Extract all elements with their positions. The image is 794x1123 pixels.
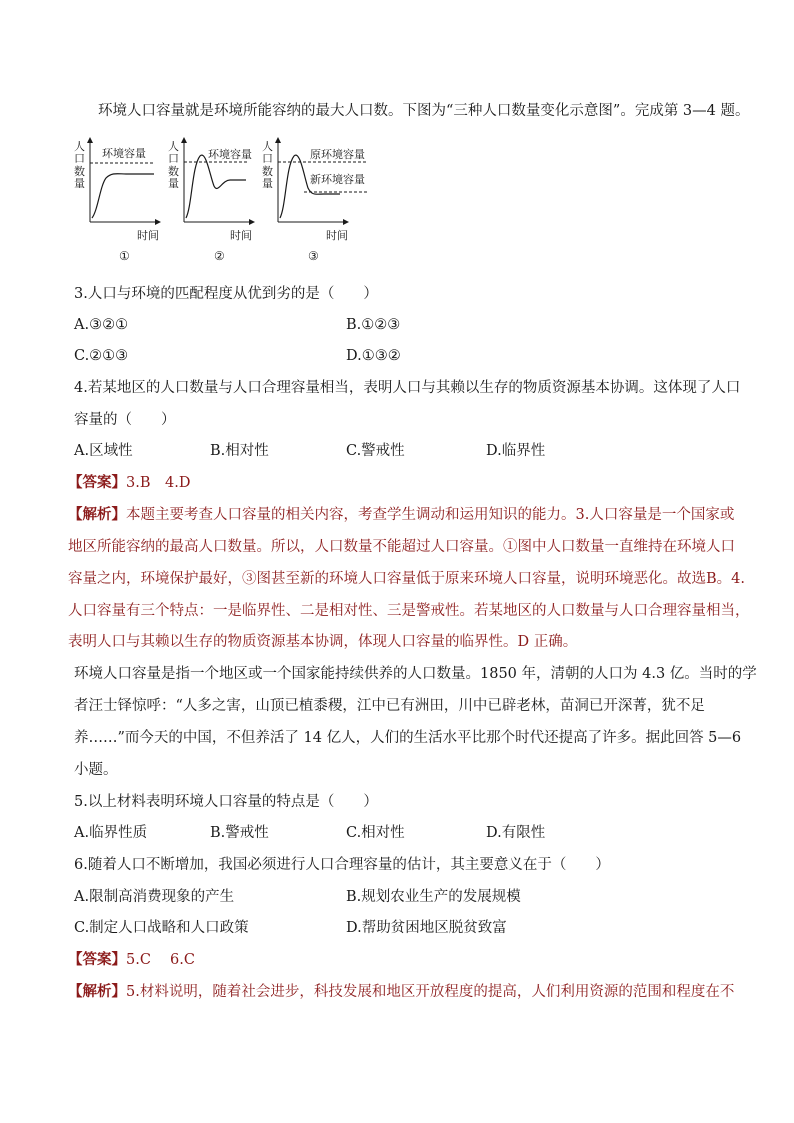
- question-6-option-d: D.帮助贫困地区脱贫致富: [346, 920, 507, 936]
- chart-3-y-label-1: 人: [262, 140, 273, 153]
- question-4-option-b: B.相对性: [210, 443, 269, 459]
- chart-1-y-label-2: 口: [74, 152, 85, 165]
- question-5-option-d: D.有限性: [486, 825, 546, 841]
- chart-3-y-label-4: 量: [262, 177, 273, 190]
- population-change-figure: [74, 136, 384, 266]
- question-6-option-c: C.制定人口战略和人口政策: [74, 920, 249, 936]
- chart-3-original-capacity-label: 原环境容量: [310, 148, 365, 161]
- chart-2-id: ②: [214, 249, 225, 263]
- question-5-option-c: C.相对性: [346, 825, 405, 841]
- question-4-option-c: C.警戒性: [346, 443, 405, 459]
- question-4-option-d: D.临界性: [486, 443, 546, 459]
- answer-block-1: [68, 473, 190, 493]
- passage-2-line-3: 养……”而今天的中国，不但养活了 14 亿人，人们的生活水平比那个时代还提高了许多。据此回答 5—6: [74, 730, 742, 746]
- answer-text: 3.B 4.D: [126, 475, 191, 491]
- chart-1-curve: [92, 174, 154, 218]
- answer-text: 5.C 6.C: [126, 952, 195, 968]
- analysis-line: 5.材料说明，随着社会进步，科技发展和地区开放程度的提高，人们利用资源的范围和程度在不: [126, 984, 735, 1000]
- answer-tag: 【答案】: [68, 474, 126, 491]
- question-4-option-a: A.区域性: [74, 443, 133, 459]
- chart-1-y-label-1: 人: [74, 140, 85, 153]
- analysis-block-1-line-4: 人口容量有三个特点：一是临界性、二是相对性、三是警戒性。若某地区的人口数量与人口合理容量相当，: [68, 603, 750, 619]
- answer-block-2: [68, 950, 195, 970]
- analysis-line: 本题主要考查人口容量的相关内容，考查学生调动和运用知识的能力。3.人口容量是一个国家或: [126, 507, 735, 523]
- chart-2-y-label-1: 人: [168, 140, 179, 153]
- chart-1-x-label: 时间: [137, 229, 159, 242]
- chart-1-y-label-3: 数: [74, 165, 85, 178]
- chart-2-y-label-3: 数: [168, 165, 179, 178]
- question-3-option-c: C.②①③: [74, 348, 129, 364]
- chart-3: [262, 140, 368, 263]
- passage-2-line-2: 者汪士铎惊呼：“人多之害，山顶已植黍稷，江中已有洲田，川中已辟老林，苗洞已开深菁，犹不足: [74, 698, 705, 714]
- chart-3-y-label-3: 数: [262, 165, 273, 178]
- chart-3-new-capacity-label: 新环境容量: [310, 173, 365, 186]
- question-6-option-a: A.限制高消费现象的产生: [74, 889, 235, 905]
- analysis-tag: 【解析】: [68, 983, 126, 1000]
- chart-2-capacity-label: 环境容量: [208, 148, 252, 161]
- question-4-stem-line-2: 容量的（ ）: [74, 412, 176, 428]
- analysis-block-1-line-2: 地区所能容纳的最高人口数量。所以，人口数量不能超过人口容量。①图中人口数量一直维持在环境人口: [68, 539, 735, 555]
- question-3-option-a: A.③②①: [74, 317, 129, 333]
- question-5-option-a: A.临界性质: [74, 825, 148, 841]
- question-5-stem: 5.以上材料表明环境人口容量的特点是（ ）: [74, 794, 378, 810]
- chart-1-id: ①: [119, 249, 130, 263]
- passage-2-line-1: 环境人口容量是指一个地区或一个国家能持续供养的人口数量。1850 年，清朝的人口为 4.3 亿。当时的学: [74, 666, 757, 682]
- analysis-tag: 【解析】: [68, 506, 126, 523]
- chart-2-y-label-2: 口: [168, 152, 179, 165]
- analysis-block-1-line-5: 表明人口与其赖以生存的物质资源基本协调，体现人口容量的临界性。D 正确。: [68, 634, 578, 650]
- chart-2-curve: [186, 155, 246, 218]
- question-3-option-d: D.①③②: [346, 348, 401, 364]
- chart-3-id: ③: [308, 249, 319, 263]
- chart-2-x-label: 时间: [230, 229, 252, 242]
- chart-2-y-label-4: 量: [168, 177, 179, 190]
- intro-text: 环境人口容量就是环境所能容纳的最大人口数。下图为“三种人口数量变化示意图”。完成第 3—4 题。: [98, 103, 750, 119]
- question-6-stem: 6.随着人口不断增加，我国必须进行人口合理容量的估计，其主要意义在于（ ）: [74, 857, 610, 873]
- chart-3-curve: [280, 155, 340, 218]
- analysis-block-1-line-3: 容量之内，环境保护最好，③图甚至新的环境人口容量低于原来环境人口容量，说明环境恶化。故选B。4.: [68, 571, 745, 587]
- chart-1: [74, 140, 159, 263]
- chart-1-capacity-label: 环境容量: [102, 147, 146, 160]
- question-4-stem-line-1: 4.若某地区的人口数量与人口合理容量相当，表明人口与其赖以生存的物质资源基本协调。这体现了人口: [74, 380, 741, 396]
- chart-3-x-label: 时间: [326, 229, 348, 242]
- question-3-option-b: B.①②③: [346, 317, 401, 333]
- question-3-stem: 3.人口与环境的匹配程度从优到劣的是（ ）: [74, 286, 378, 302]
- analysis-block-2-line-1: [68, 982, 734, 1002]
- chart-2: [168, 140, 252, 263]
- question-5-option-b: B.警戒性: [210, 825, 269, 841]
- chart-1-y-label-4: 量: [74, 177, 85, 190]
- chart-3-y-label-2: 口: [262, 152, 273, 165]
- analysis-block-1-line-1: [68, 505, 734, 525]
- question-6-option-b: B.规划农业生产的发展规模: [346, 889, 521, 905]
- passage-2-line-4: 小题。: [74, 762, 118, 778]
- answer-tag: 【答案】: [68, 951, 126, 968]
